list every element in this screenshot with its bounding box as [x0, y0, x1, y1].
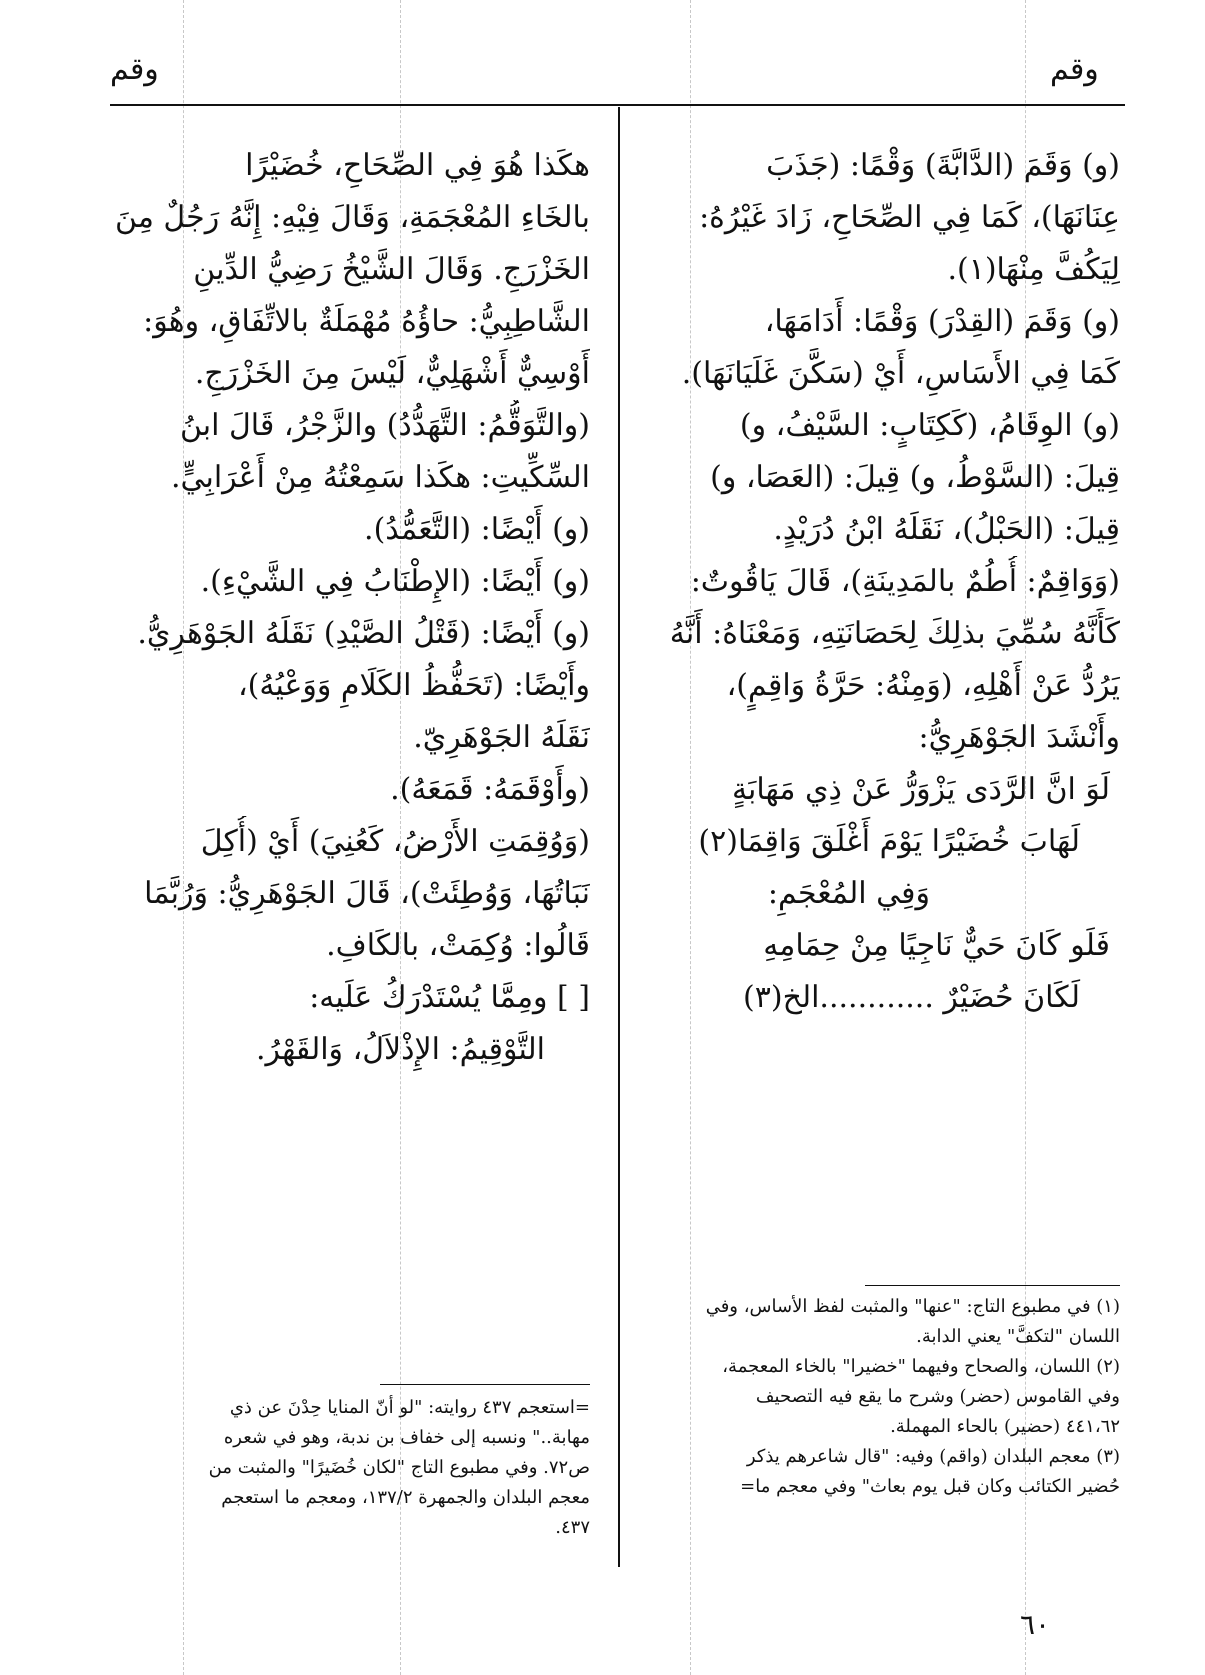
text-line: وأَيْضًا: (تَحَفُّظُ الكَلَامِ وَوَعْيُهُ)،	[237, 668, 590, 703]
verse-line: لَكَانَ حُضَيْرٌ ............الخ(٣)	[743, 980, 1080, 1015]
text-line: (و) أَيْضًا: (التَّعَمُّدُ).	[364, 512, 590, 547]
text-line: نَبَاتُهَا، وَوُطِئَتْ)، قَالَ الجَوْهَرِيُّ: وَرُبَّمَا	[144, 876, 590, 911]
text-line: (وَوَاقِمٌ: أُطُمٌ بالمَدِينَةِ)، قَالَ يَاقُوتٌ:	[690, 564, 1120, 599]
text-line: التَّوْقِيمُ: الإِذْلاَلُ، وَالقَهْرُ.	[255, 1032, 545, 1067]
footnote-line: اللسان "لتكفَّ" يعني الدابة.	[916, 1326, 1120, 1347]
text-line: (وَوُقِمَتِ الأَرْضُ، كَعُنِيَ) أَيْ (أُكِلَ	[200, 824, 590, 859]
footnote-line: حُضير الكتائب وكان قبل يوم بعاث" وفي معجم ما=	[740, 1476, 1120, 1497]
footnote-line: ٤٣٧.	[555, 1517, 590, 1538]
text-line: نَقَلَهُ الجَوْهَرِيّ.	[413, 720, 590, 755]
text-line: كَمَا فِي الأَسَاسِ، أَيْ (سَكَّنَ غَلَيَانَهَا).	[681, 356, 1120, 391]
text-line: وَفِي المُعْجَمِ:	[767, 876, 930, 911]
text-line: (و) وَقَمَ (الدَّابَّةَ) وَقْمًا: (جَذَبَ	[766, 148, 1120, 183]
text-line: قِيلَ: (الحَبْلُ)، نَقَلَهُ ابْنُ دُرَيْدٍ.	[773, 512, 1120, 547]
footnotes-left	[110, 1393, 590, 1543]
verse-line: لَوَ انَّ الرَّدَى يَزْوَرُّ عَنْ ذِي مَهَابَةٍ	[731, 772, 1110, 807]
text-line: (و) الوِقَامُ، (كَكِتَابٍ: السَّيْفُ، و)	[739, 408, 1120, 443]
footnote-line: (٣) معجم البلدان (واقم) وفيه: "قال شاعرهم يذكر	[746, 1446, 1120, 1467]
verse-line: فَلَو كَانَ حَيٌّ نَاجِيًا مِنْ حِمَامِهِ	[763, 928, 1110, 963]
left-column	[110, 140, 590, 1076]
footnote-line: (٢) اللسان، والصحاح وفيهما "خضيرا" بالخاء المعجمة،	[722, 1356, 1120, 1377]
text-line: (و) أَيْضًا: (قَتْلُ الصَّيْدِ) نَقَلَهُ الجَوْهَرِيُّ.	[137, 616, 590, 651]
verse-line: لَهَابَ خُضَيْرًا يَوْمَ أَغْلَقَ وَاقِمَا(٢)	[698, 824, 1080, 859]
footnote-line: (١) في مطبوع التاج: "عنها" والمثبت لفظ الأساس، وفي	[705, 1296, 1120, 1317]
text-line: الشَّاطِبِيُّ: حاؤُهُ مُهْمَلَةٌ بالاتِّفَاقِ، وهُوَ:	[143, 304, 590, 339]
text-line: لِيَكُفَّ مِنْهَا(١).	[947, 252, 1120, 287]
text-line: كَأَنَّهُ سُمِّيَ بذلِكَ لِحَصَانَتِهِ، وَمَعْنَاهُ: أَنَّهُ	[669, 616, 1120, 651]
footnote-line: ٤٤١،٦٢ (حضير) بالحاء المهملة.	[890, 1416, 1120, 1437]
text-line: وأَنْشَدَ الجَوْهَرِيُّ:	[918, 720, 1120, 755]
text-line: الخَزْرَجِ. وَقَالَ الشَّيْخُ رَضِيُّ الدِّينِ	[193, 252, 590, 287]
footnote-line: وفي القاموس (حضر) وشرح ما يقع فيه التصحيف	[755, 1386, 1120, 1407]
text-line: (والتَّوَقُّمُ: التَّهَدُّدُ) والزَّجْرُ، قَالَ ابنُ	[179, 408, 590, 443]
column-divider	[618, 107, 620, 1567]
text-line: هكَذا هُوَ فِي الصِّحَاحِ، خُضَيْرًا	[245, 148, 590, 183]
text-line: (وأَوْقَمَهُ: قَمَعَهُ).	[390, 772, 590, 807]
text-line: (و) وَقَمَ (القِدْرَ) وَقْمًا: أَدَامَهَا،	[764, 304, 1120, 339]
footnote-rule-right	[865, 1285, 1120, 1286]
footnote-line: معجم البلدان والجمهرة ١٣٧/٢، ومعجم ما استعجم	[221, 1487, 590, 1508]
page-number: ٦٠	[1020, 1608, 1051, 1641]
footnotes-right	[650, 1292, 1120, 1502]
running-header-right: وقم	[1050, 52, 1099, 87]
right-column	[650, 140, 1120, 1024]
header-rule	[110, 104, 1125, 106]
footnote-line: ص٧٢. وفي مطبوع التاج "لكان خُضَيرًا" والمثبت من	[208, 1457, 590, 1478]
text-line: عِنَانَهَا)، كَمَا فِي الصِّحَاحِ، زَادَ غَيْرُهُ:	[699, 200, 1120, 235]
text-line: يَرُدُّ عَنْ أَهْلِهِ، (وَمِنْهُ: حَرَّةُ وَاقِمٍ)،	[726, 668, 1120, 703]
running-header-left: وقم	[110, 52, 159, 87]
footnote-line: =استعجم ٤٣٧ روايته: "لو أنّ المنايا حِدْنَ عن ذي	[229, 1397, 590, 1418]
text-line: بالخَاءِ المُعْجَمَةِ، وَقَالَ فِيْهِ: إِنَّهُ رَجُلٌ مِنَ	[114, 200, 590, 235]
text-line: قَالُوا: وُكِمَتْ، بالكَافِ.	[326, 928, 590, 963]
text-line: [ ] ومِمَّا يُسْتَدْرَكُ عَلَيه:	[309, 980, 590, 1015]
footnote-rule-left	[380, 1384, 590, 1385]
text-line: السِّكِّيتِ: هكَذا سَمِعْتُهُ مِنْ أَعْرَابِيٍّ.	[170, 460, 590, 495]
text-line: (و) أَيْضًا: (الإِطْنَابُ فِي الشَّيْءِ).	[200, 564, 590, 599]
text-line: قِيلَ: (السَّوْطُ، و) قِيلَ: (العَصَا، و)	[710, 460, 1120, 495]
text-line: أَوْسِيٌّ أَشْهَلِيٌّ، لَيْسَ مِنَ الخَزْرَجِ.	[194, 356, 590, 391]
footnote-line: مهابة.." ونسبه إلى خفاف بن ندبة، وهو في شعره	[223, 1427, 590, 1448]
